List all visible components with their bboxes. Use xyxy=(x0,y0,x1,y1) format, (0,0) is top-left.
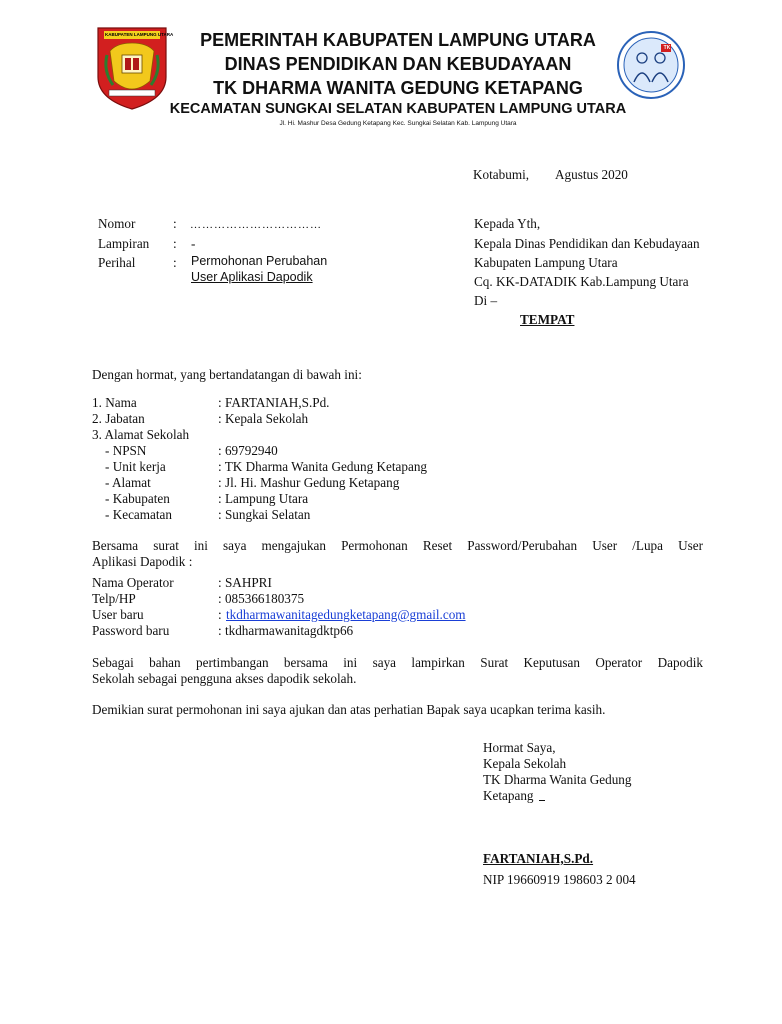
field-value-jabatan: : Kepala Sekolah xyxy=(218,411,309,426)
greeting: Dengan hormat, yang bertandatangan di bawah ini: xyxy=(92,367,362,382)
consider-line2: Sekolah sebagai pengguna akses dapodik sekolah. xyxy=(92,671,357,686)
recipient-line1: Kepada Yth, xyxy=(474,216,541,231)
signature-line3: TK Dharma Wanita Gedung xyxy=(483,772,632,787)
consider-line1: Sebagai bahan pertimbangan bersama ini saya lampirkan Surat Keputusan Operator Dapodik xyxy=(92,655,703,670)
closing-sentence: Demikian surat permohonan ini saya ajukan dan atas perhatian Bapak saya ucapkan terima kasih. xyxy=(92,702,606,717)
header-school: TK DHARMA WANITA GEDUNG KETAPANG xyxy=(213,78,583,98)
field-value-npsn: : 69792940 xyxy=(218,443,278,458)
field-value-kecamatan: : Sungkai Selatan xyxy=(218,507,311,522)
nomor-colon: : xyxy=(173,216,177,231)
signature-nip: NIP 19660919 198603 2 004 xyxy=(483,872,636,887)
recipient-line4: Cq. KK-DATADIK Kab.Lampung Utara xyxy=(474,274,689,289)
nomor-value: …………………………… xyxy=(190,219,322,231)
request-line1: Bersama surat ini saya mengajukan Permohonan Reset Password/Perubahan User /Lupa User xyxy=(92,538,703,553)
field-label-alamat: - Alamat xyxy=(105,475,151,490)
header-address: Jl. Hi. Mashur Desa Gedung Ketapang Kec. Sungkai Selatan Kab. Lampung Utara xyxy=(279,120,517,127)
signature-line4: Ketapang xyxy=(483,788,534,803)
header-district: KECAMATAN SUNGKAI SELATAN KABUPATEN LAMPUNG UTARA xyxy=(169,101,627,117)
perihal-label: Perihal xyxy=(98,255,136,270)
tk-logo-text: TK xyxy=(663,45,671,51)
operator-label-user: User baru xyxy=(92,607,144,622)
recipient-place: TEMPAT xyxy=(520,312,575,327)
field-label-alamat-sekolah: 3. Alamat Sekolah xyxy=(92,427,190,442)
field-label-jabatan: 2. Jabatan xyxy=(92,411,145,426)
nomor-label: Nomor xyxy=(98,216,136,231)
header-government: PEMERINTAH KABUPATEN LAMPUNG UTARA xyxy=(200,30,596,50)
operator-label-password: Password baru xyxy=(92,623,170,638)
field-label-kabupaten: - Kabupaten xyxy=(105,491,170,506)
logo-caption: KABUPATEN LAMPUNG UTARA xyxy=(105,32,174,37)
signature-line4-underscore xyxy=(539,800,545,801)
date-city: Kotabumi, xyxy=(473,167,530,182)
recipient-line5: Di – xyxy=(474,293,498,308)
field-value-nama: : FARTANIAH,S.Pd. xyxy=(218,395,330,410)
field-value-kabupaten: : Lampung Utara xyxy=(218,491,309,506)
operator-label-phone: Telp/HP xyxy=(92,591,136,606)
signature-line1: Hormat Saya, xyxy=(483,740,556,755)
signature-name: FARTANIAH,S.Pd. xyxy=(483,851,594,866)
lampiran-colon: : xyxy=(173,236,177,251)
operator-value-password: : tkdharmawanitagdktp66 xyxy=(218,623,354,638)
operator-user-colon: : xyxy=(218,607,222,622)
operator-user-email-link[interactable]: tkdharmawanitagedungketapang@gmail.com xyxy=(226,607,466,622)
operator-value-phone: : 085366180375 xyxy=(218,591,305,606)
request-line2: Aplikasi Dapodik : xyxy=(92,554,193,569)
perihal-line1: Permohonan Perubahan xyxy=(191,254,328,268)
field-label-npsn: - NPSN xyxy=(105,443,147,458)
perihal-line2: User Aplikasi Dapodik xyxy=(191,270,313,284)
field-label-kecamatan: - Kecamatan xyxy=(105,507,172,522)
operator-value-name: : SAHPRI xyxy=(218,575,272,590)
date-month-year: Agustus 2020 xyxy=(555,167,628,182)
signature-line2: Kepala Sekolah xyxy=(483,756,567,771)
perihal-colon: : xyxy=(173,255,177,270)
lampiran-value: - xyxy=(191,236,196,251)
field-label-nama: 1. Nama xyxy=(92,395,137,410)
field-label-unit-kerja: - Unit kerja xyxy=(105,459,166,474)
field-value-unit-kerja: : TK Dharma Wanita Gedung Ketapang xyxy=(218,459,428,474)
field-value-alamat: : Jl. Hi. Mashur Gedung Ketapang xyxy=(218,475,400,490)
header-department: DINAS PENDIDIKAN DAN KEBUDAYAAN xyxy=(224,54,572,74)
recipient-line2: Kepala Dinas Pendidikan dan Kebudayaan xyxy=(474,236,700,251)
recipient-line3: Kabupaten Lampung Utara xyxy=(474,255,618,270)
operator-label-name: Nama Operator xyxy=(92,575,174,590)
lampiran-label: Lampiran xyxy=(98,236,150,251)
